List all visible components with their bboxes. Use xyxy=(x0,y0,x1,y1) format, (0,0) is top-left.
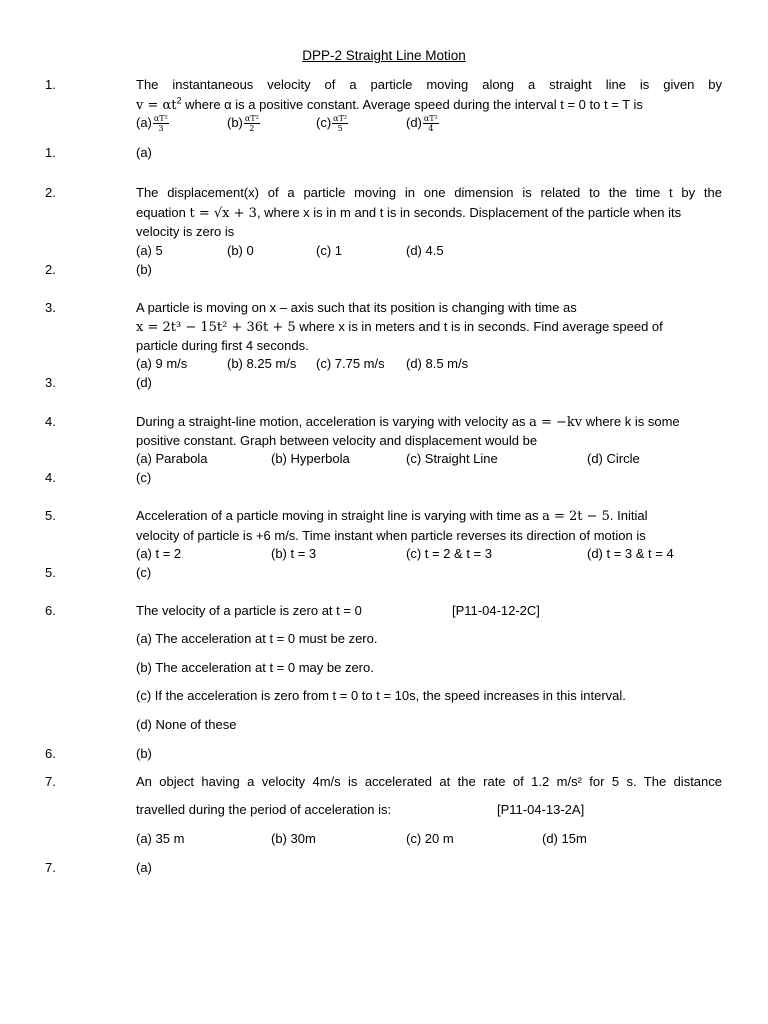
option-d: (d) Circle xyxy=(587,451,640,466)
option-a: (a) $\frac{\text{αT²}}{3}$ xyxy=(136,114,168,133)
option-b: (b) 30m xyxy=(271,831,316,846)
math-expression: t = √x + 3 xyxy=(189,206,257,221)
answer-number: 2. xyxy=(45,262,56,277)
option-c: (c) $\frac{\text{αT²}}{5}$ xyxy=(316,114,348,133)
answer: (d) xyxy=(136,375,152,390)
question-text: An object having a velocity 4m/s is accelerated at the rate of 1.2 m/s² for 5 s. The distance xyxy=(136,774,722,789)
answer: (c) xyxy=(136,565,152,580)
option-a: (a) The acceleration at t = 0 must be zero. xyxy=(136,631,378,646)
option-a: (a) 5 xyxy=(136,243,163,258)
answer-number: 4. xyxy=(45,470,56,485)
question-number: 3. xyxy=(45,300,56,315)
math-expression: a = 2t − 5 xyxy=(542,509,610,524)
option-d: (d) 15m xyxy=(542,831,587,846)
question-text: Acceleration of a particle moving in straight line is varying with time as a = 2t − 5. Initial xyxy=(136,508,648,524)
option-c: (c) 7.75 m/s xyxy=(316,356,385,371)
option-a: (a) 35 m xyxy=(136,831,185,846)
option-c: (c) If the acceleration is zero from t = 0 to t = 10s, the speed increases in this interval. xyxy=(136,688,626,703)
answer-number: 3. xyxy=(45,375,56,390)
answer-number: 7. xyxy=(45,860,56,875)
option-b: (b) t = 3 xyxy=(271,546,317,561)
option-a: (a) t = 2 xyxy=(136,546,182,561)
page-title: DPP-2 Straight Line Motion xyxy=(302,48,466,63)
option-c: (c) 20 m xyxy=(406,831,454,846)
question-number: 1. xyxy=(45,77,56,92)
question-text: The instantaneous velocity of a particle moving along a straight line is given by xyxy=(136,77,722,92)
question-text-cont: where α is a positive constant. Average speed during the interval t = 0 to t = T is xyxy=(181,97,643,112)
answer-number: 1. xyxy=(45,145,56,160)
question-text: The velocity of a particle is zero at t = 0 xyxy=(136,603,362,618)
question-text: positive constant. Graph between velocity and displacement would be xyxy=(136,433,538,448)
option-c: (c) Straight Line xyxy=(406,451,498,466)
question-number: 2. xyxy=(45,185,56,200)
answer: (b) xyxy=(136,262,152,277)
question-text: equation t = √x + 3, where x is in m and t is in seconds. Displacement of the particle when its xyxy=(136,205,682,221)
option-d: (d) None of these xyxy=(136,717,237,732)
question-number: 6. xyxy=(45,603,56,618)
option-b: (b) 8.25 m/s xyxy=(227,356,297,371)
question-text: velocity is zero is xyxy=(136,224,235,239)
answer: (a) xyxy=(136,145,152,160)
answer-number: 5. xyxy=(45,565,56,580)
option-d: (d) $\frac{\text{αT²}}{4}$ xyxy=(406,114,438,133)
question-number: 5. xyxy=(45,508,56,523)
math-expression: v = αt xyxy=(136,98,177,113)
option-c: (c) 1 xyxy=(316,243,342,258)
option-d: (d) t = 3 & t = 4 xyxy=(587,546,674,561)
option-b: (b) 0 xyxy=(227,243,254,258)
option-c: (c) t = 2 & t = 3 xyxy=(406,546,492,561)
math-exponent: 2 xyxy=(176,95,182,106)
question-text: During a straight-line motion, acceleration is varying with velocity as a = −kv where k is some xyxy=(136,414,680,430)
answer-number: 6. xyxy=(45,746,56,761)
answer: (a) xyxy=(136,860,152,875)
question-text: velocity of particle is +6 m/s. Time instant when particle reverses its direction of motion is xyxy=(136,528,646,543)
option-a: (a) Parabola xyxy=(136,451,208,466)
option-d: (d) 8.5 m/s xyxy=(406,356,469,371)
question-text xyxy=(136,95,722,115)
question-code: [P11-04-12-2C] xyxy=(452,603,540,618)
answer: (c) xyxy=(136,470,152,485)
option-b: (b) $\frac{\text{αT²}}{2}$ xyxy=(227,114,259,133)
math-expression: a = −kv xyxy=(529,415,583,430)
question-text: particle during first 4 seconds. xyxy=(136,338,309,353)
question-code: [P11-04-13-2A] xyxy=(497,802,585,817)
option-b: (b) The acceleration at t = 0 may be zero. xyxy=(136,660,374,675)
answer: (b) xyxy=(136,746,152,761)
question-text: x = 2t³ − 15t² + 36t + 5 where x is in meters and t is in seconds. Find average speed of xyxy=(136,319,663,335)
question-text: A particle is moving on x – axis such that its position is changing with time as xyxy=(136,300,577,315)
question-number: 7. xyxy=(45,774,56,789)
option-a: (a) 9 m/s xyxy=(136,356,188,371)
question-text: The displacement(x) of a particle moving in one dimension is related to the time t by the xyxy=(136,185,722,200)
question-text: travelled during the period of acceleration is: xyxy=(136,802,392,817)
question-number: 4. xyxy=(45,414,56,429)
math-expression: x = 2t³ − 15t² + 36t + 5 xyxy=(136,320,296,335)
option-d: (d) 4.5 xyxy=(406,243,444,258)
option-b: (b) Hyperbola xyxy=(271,451,350,466)
